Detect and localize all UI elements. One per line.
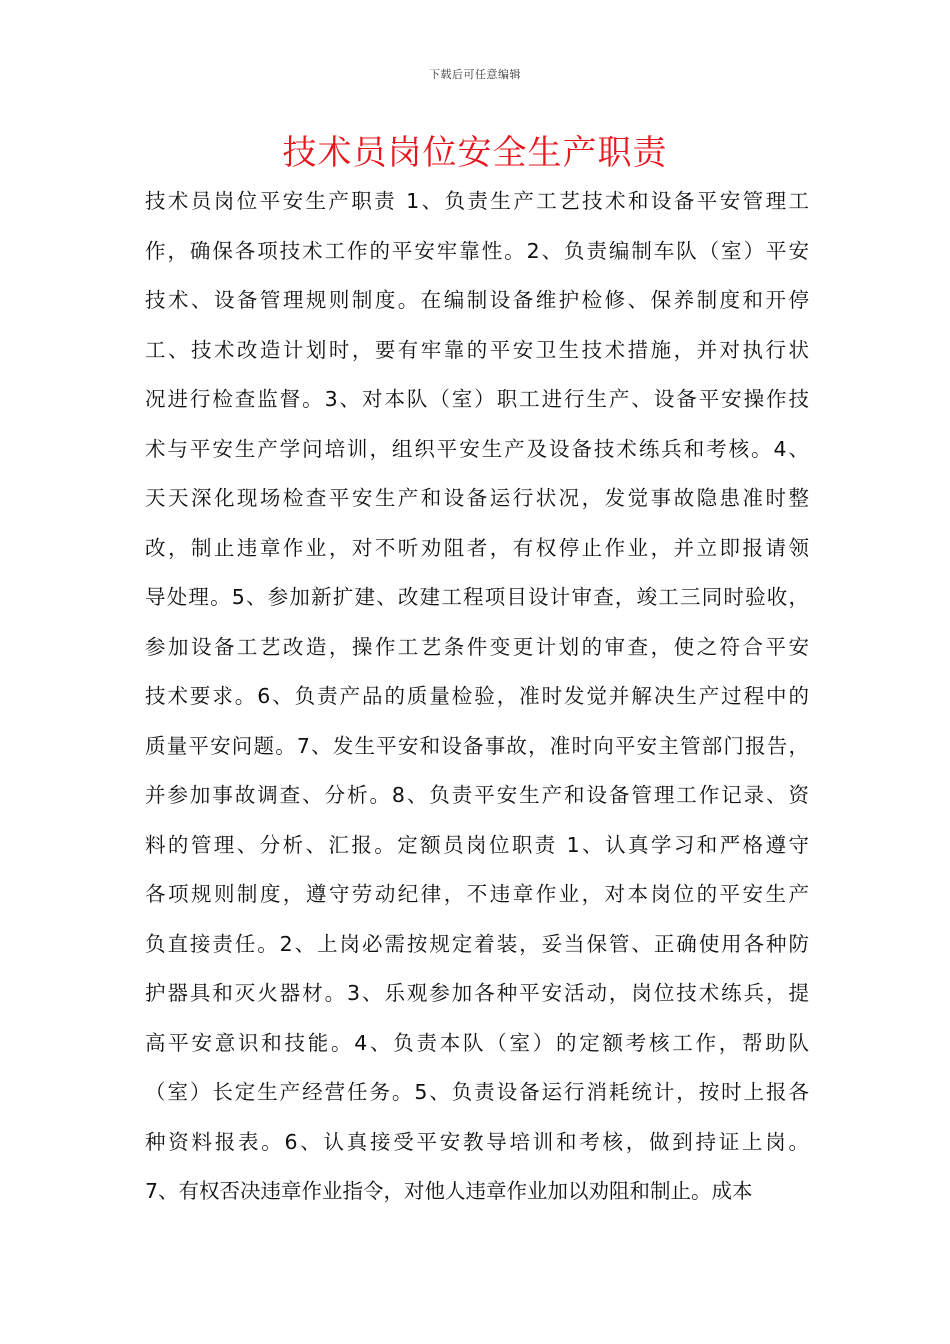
body-line: 改，制止违章作业，对不听劝阻者，有权停止作业，并立即报请领 — [145, 535, 809, 560]
body-line: 各项规则制度，遵守劳动纪律，不违章作业，对本岗位的平安生产 — [145, 882, 809, 906]
body-line: 护器具和灭火器材。3、乐观参加各种平安活动，岗位技术练兵，提 — [145, 981, 809, 1005]
body-line: 技术要求。6、负责产品的质量检验，准时发觉并解决生产过程中的 — [145, 684, 809, 708]
header-note: 下载后可任意编辑 — [429, 68, 521, 81]
body-line: 料的管理、分析、汇报。定额员岗位职责 1、认真学习和严格遵守 — [145, 832, 809, 857]
body-line: 术与平安生产学问培训，组织平安生产及设备技术练兵和考核。4、 — [145, 436, 809, 461]
body-line: 高平安意识和技能。4、负责本队（室）的定额考核工作，帮助队 — [145, 1030, 809, 1055]
body-line: 种资料报表。6、认真接受平安教导培训和考核，做到持证上岗。 — [145, 1129, 809, 1154]
body-line: 并参加事故调查、分析。8、负责平安生产和设备管理工作记录、资 — [145, 783, 809, 807]
body-line: 参加设备工艺改造，操作工艺条件变更计划的审查，使之符合平安 — [145, 634, 809, 659]
body-line: 天天深化现场检查平安生产和设备运行状况，发觉事故隐患准时整 — [145, 486, 809, 510]
body-line: 7、有权否决违章作业指令，对他人违章作业加以劝阻和制止。成本 — [145, 1179, 753, 1203]
body-line: 负直接责任。2、上岗必需按规定着装，妥当保管、正确使用各种防 — [145, 931, 809, 956]
body-line: 技术员岗位平安生产职责 1、负责生产工艺技术和设备平安管理工 — [145, 189, 809, 213]
body-line: 导处理。5、参加新扩建、改建工程项目设计审查，竣工三同时验收， — [145, 585, 809, 609]
body-line: 作，确保各项技术工作的平安牢靠性。2、负责编制车队（室）平安 — [145, 238, 809, 263]
body-line: 况进行检查监督。3、对本队（室）职工进行生产、设备平安操作技 — [145, 387, 809, 411]
document-title: 技术员岗位安全生产职责 — [282, 133, 668, 173]
body-line: 质量平安问题。7、发生平安和设备事故，准时向平安主管部门报告， — [145, 733, 809, 758]
document-body — [145, 177, 809, 1217]
body-line: 技术、设备管理规则制度。在编制设备维护检修、保养制度和开停 — [145, 288, 809, 312]
body-line: 工、技术改造计划时，要有牢靠的平安卫生技术措施，并对执行状 — [145, 337, 809, 362]
body-line: （室）长定生产经营任务。5、负责设备运行消耗统计，按时上报各 — [145, 1080, 809, 1104]
